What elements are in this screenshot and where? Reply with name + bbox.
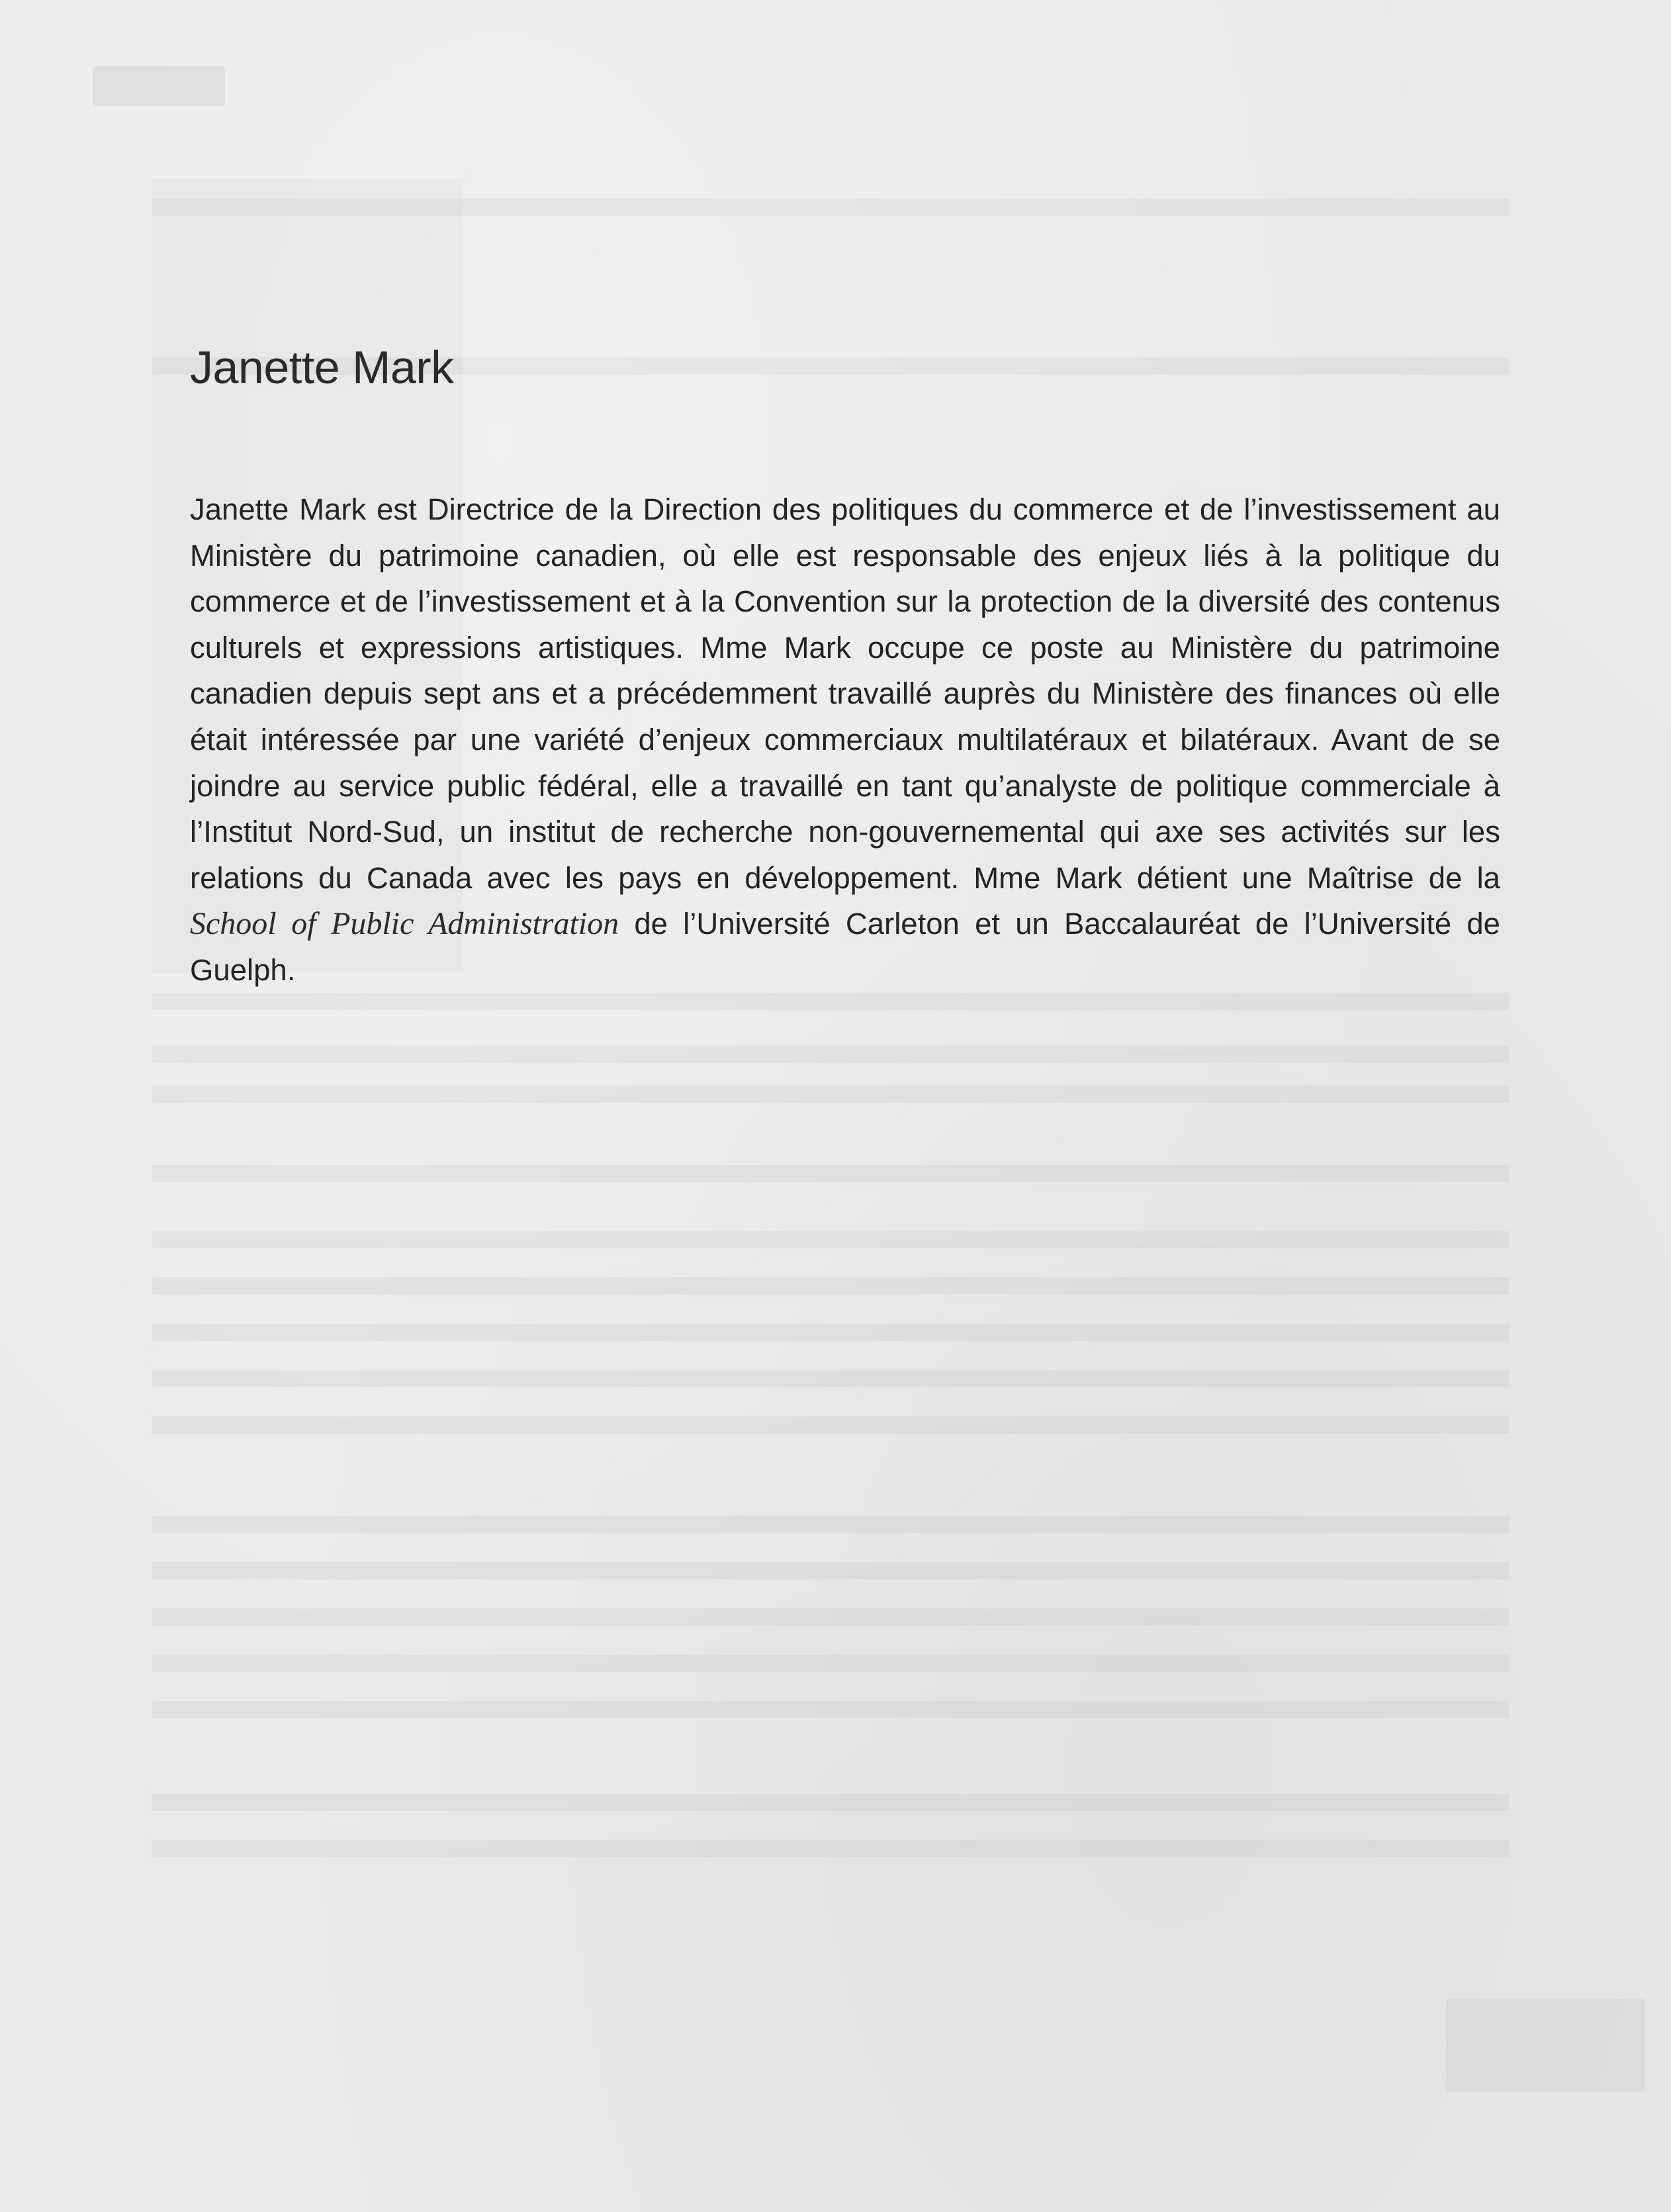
bleed-through-line bbox=[152, 1085, 1509, 1103]
bleed-through-line bbox=[152, 1516, 1509, 1533]
bleed-through-line bbox=[152, 1416, 1509, 1434]
bleed-through-line bbox=[152, 1277, 1509, 1295]
bleed-through-shadow-corner bbox=[1446, 1999, 1645, 2092]
bleed-through-line bbox=[152, 1231, 1509, 1248]
biography-paragraph bbox=[190, 486, 1500, 993]
bleed-through-line bbox=[152, 1794, 1509, 1811]
bleed-through-mark bbox=[93, 66, 225, 106]
bleed-through-line bbox=[152, 1165, 1509, 1182]
bleed-through-line bbox=[152, 1608, 1509, 1626]
bleed-through-line bbox=[152, 1655, 1509, 1672]
bleed-through-line bbox=[152, 993, 1509, 1010]
bleed-through-line bbox=[152, 1046, 1509, 1063]
bleed-through-line bbox=[152, 1701, 1509, 1718]
bleed-through-line bbox=[152, 1370, 1509, 1387]
bleed-through-line bbox=[152, 199, 1509, 216]
person-name-heading: Janette Mark bbox=[190, 342, 454, 393]
biography-italic-school-name: School of Public Administration bbox=[190, 906, 619, 942]
bleed-through-line bbox=[152, 1324, 1509, 1341]
bleed-through-line bbox=[152, 1840, 1509, 1857]
biography-text-main: Janette Mark est Directrice de la Direction des politiques du commerce et de l’investissement au Ministère du patrimoine canadien, où elle est responsable des enjeux liés à la politique du commerce et de l’investissement et à la Convention sur la protection de la diversité des contenus culturels et expressions artistiques. Mme Mark occupe ce poste au Ministère du patrimoine canadien depuis sept ans et a précédemment travaillé auprès du Ministère des finances où elle était intéressée par une variété d’enjeux commerciaux multilatéraux et bilatéraux. Avant de se joindre au service public fédéral, elle a travaillé en tant qu’analyste de politique commerciale à l’Institut Nord-Sud, un institut de recherche non-gouvernemental qui axe ses activités sur les relations du Canada avec les pays en développement. Mme Mark détient une Maîtrise de la bbox=[190, 492, 1500, 895]
biography-text-end: de l’Université Carleton et un Baccalauréat de l’Université de Guelph. bbox=[190, 907, 1500, 987]
bleed-through-line bbox=[152, 1562, 1509, 1579]
